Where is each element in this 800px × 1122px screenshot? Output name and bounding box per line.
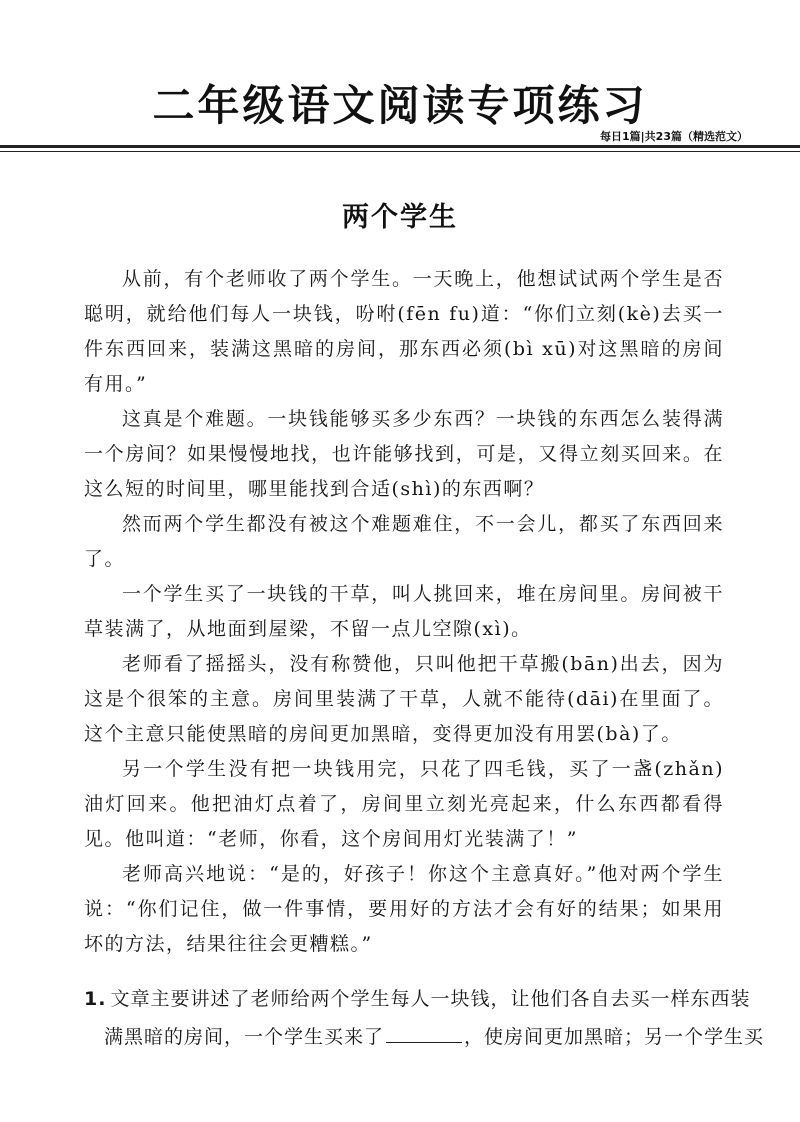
question-line — [84, 1018, 765, 1056]
article-paragraph: 另一个学生没有把一块钱用完，只花了四毛钱，买了一盏(zhǎn)油灯回来。他把油灯点着了，房间里立刻光亮起来，什么东西都看得见。他叫道：“老师，你看，这个房间用灯光装满了！” — [84, 758, 724, 850]
article-paragraph: 从前，有个老师收了两个学生。一天晚上，他想试试两个学生是否聪明，就给他们每人一块钱，吩咐(fēn fu)道：“你们立刻(kè)去买一件东西回来，装满这黑暗的房间，那东西必须(bì xū)对这黑暗的房间有用。” — [84, 268, 724, 395]
question-line — [84, 980, 751, 1018]
article-paragraph: 然而两个学生都没有被这个难题难住，不一会儿，都买了东西回来了。 — [84, 513, 724, 570]
question-text: ，使房间更加黑暗；另一个学生买 — [464, 1026, 765, 1048]
question-1 — [84, 980, 765, 1056]
article-title: 两个学生 — [342, 202, 458, 233]
question-text: 文章主要讲述了老师给两个学生每人一块钱，让他们各自去买一样东西装 — [110, 988, 751, 1010]
header-divider-thick — [0, 145, 800, 148]
article-paragraph: 这真是个难题。一块钱能够买多少东西？一块钱的东西怎么装得满一个房间？如果慢慢地找，也许能够找到，可是，又得立刻买回来。在这么短的时间里，哪里能找到合适(shì)的东西啊？ — [84, 408, 724, 500]
worksheet-subtitle: 每日1篇|共23篇（精选范文） — [600, 130, 748, 143]
article-paragraph: 老师高兴地说：“是的，好孩子！你这个主意真好。”他对两个学生说：“你们记住，做一件事情，要用好的方法才会有好的结果；如果用坏的方法，结果往往会更糟糕。” — [84, 863, 724, 955]
article-paragraph: 一个学生买了一块钱的干草，叫人挑回来，堆在房间里。房间被干草装满了，从地面到屋梁，不留一点儿空隙(xì)。 — [84, 583, 724, 640]
article-body — [84, 262, 724, 962]
worksheet-title: 二年级语文阅读专项练习 — [152, 81, 648, 130]
question-number: 1. — [84, 988, 107, 1010]
answer-blank[interactable] — [386, 1022, 462, 1043]
question-text: 满黑暗的房间，一个学生买来了 — [104, 1026, 385, 1048]
article-paragraph: 老师看了摇摇头，没有称赞他，只叫他把干草搬(bān)出去，因为这是个很笨的主意。房间里装满了干草，人就不能待(dāi)在里面了。这个主意只能使黑暗的房间更加黑暗，变得更加没有用罢(bà)了。 — [84, 653, 724, 745]
header-divider-thin — [0, 151, 800, 152]
